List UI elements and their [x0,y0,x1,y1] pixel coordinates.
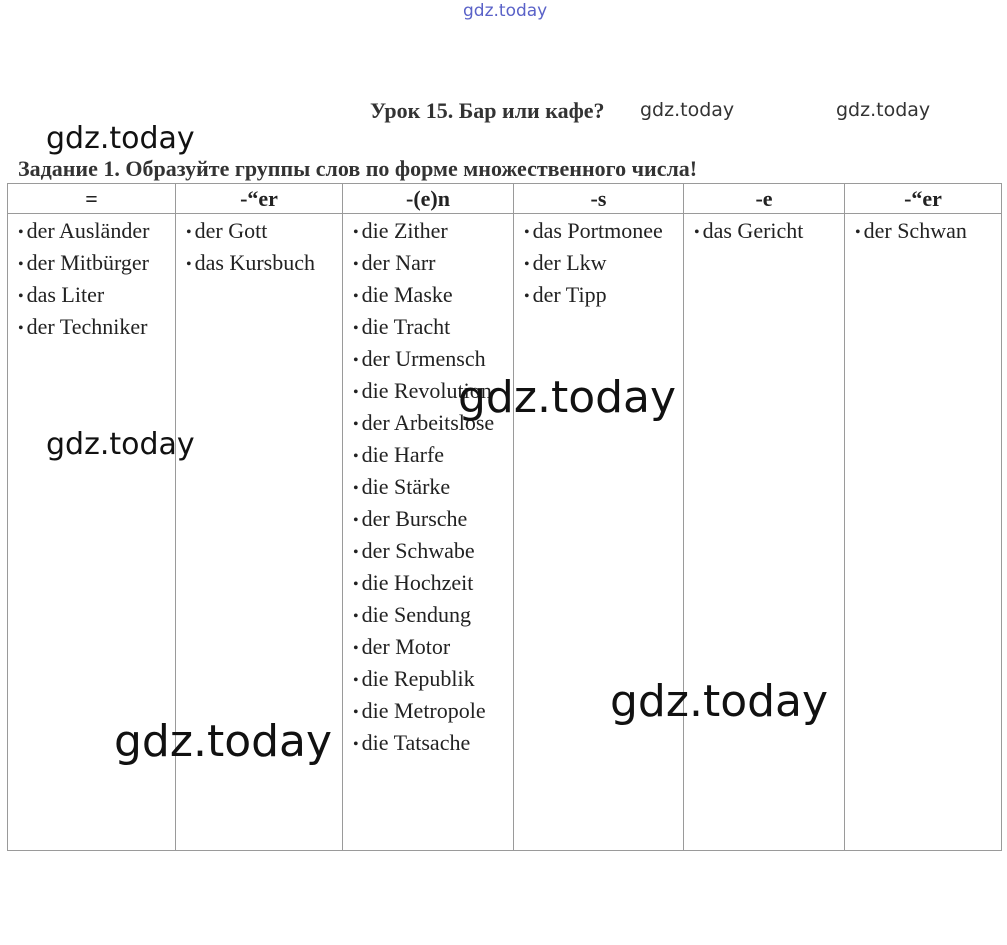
column-cell [684,214,845,851]
list-item [694,216,840,248]
bullet-icon: • [353,352,359,369]
word-text: die Revolution [361,378,492,403]
word-text: die Republik [361,666,475,691]
list-item [353,440,509,472]
word-list [694,216,840,248]
list-item [353,536,509,568]
column-header: -“er [845,184,1002,214]
bullet-icon: • [524,256,530,273]
word-text: der Schwan [863,218,967,243]
column-header: -“er [176,184,343,214]
watermark-b: gdz.today [640,99,735,121]
bullet-icon: • [353,704,359,721]
word-text: der Ausländer [26,218,150,243]
word-text: die Metropole [361,698,486,723]
bullet-icon: • [524,288,530,305]
watermark-top: gdz.today [463,1,548,21]
word-text: die Tatsache [361,730,471,755]
word-list [18,216,171,344]
word-text: die Sendung [361,602,471,627]
bullet-icon: • [524,224,530,241]
column-cell [845,214,1002,851]
word-text: die Maske [361,282,453,307]
list-item [353,280,509,312]
bullet-icon: • [353,640,359,657]
table-header-row [8,184,1002,214]
bullet-icon: • [353,480,359,497]
column-header: = [8,184,176,214]
bullet-icon: • [186,256,192,273]
word-text: der Lkw [532,250,607,275]
bullet-icon: • [353,320,359,337]
bullet-icon: • [353,416,359,433]
word-text: die Zither [361,218,448,243]
word-text: der Mitbürger [26,250,150,275]
list-item [353,600,509,632]
list-item [353,664,509,696]
word-text: der Urmensch [361,346,486,371]
column-header: -(e)n [343,184,514,214]
word-list [186,216,338,280]
list-item [524,248,679,280]
word-text: die Tracht [361,314,451,339]
bullet-icon: • [18,224,24,241]
word-list [524,216,679,312]
list-item [524,280,679,312]
word-text: der Arbeitslose [361,410,495,435]
list-item [353,504,509,536]
list-item [353,248,509,280]
bullet-icon: • [353,576,359,593]
word-text: der Narr [361,250,436,275]
word-text: die Harfe [361,442,445,467]
word-text: das Gericht [702,218,804,243]
watermark-g: gdz.today [114,716,333,767]
watermark-e: gdz.today [46,427,195,462]
list-item [353,472,509,504]
list-item [18,216,171,248]
list-item [524,216,679,248]
word-text: die Stärke [361,474,451,499]
word-text: der Tipp [532,282,607,307]
bullet-icon: • [353,384,359,401]
watermark-a: gdz.today [46,121,195,156]
list-item [18,280,171,312]
bullet-icon: • [353,288,359,305]
watermark-f: gdz.today [610,676,829,727]
column-cell [514,214,684,851]
bullet-icon: • [694,224,700,241]
word-text: der Techniker [26,314,148,339]
watermark-c: gdz.today [836,99,931,121]
bullet-icon: • [353,512,359,529]
list-item [353,568,509,600]
bullet-icon: • [18,320,24,337]
list-item [353,728,509,760]
watermark-d: gdz.today [458,372,677,423]
word-text: der Gott [194,218,268,243]
list-item [353,312,509,344]
word-text: der Schwabe [361,538,475,563]
list-item [18,248,171,280]
bullet-icon: • [18,256,24,273]
list-item [353,632,509,664]
word-list [855,216,997,248]
word-text: das Portmonee [532,218,663,243]
list-item [353,216,509,248]
list-item [186,216,338,248]
bullet-icon: • [186,224,192,241]
list-item [186,248,338,280]
list-item [18,312,171,344]
bullet-icon: • [855,224,861,241]
word-text: der Bursche [361,506,468,531]
lesson-title: Урок 15. Бар или кафе? [370,98,605,123]
task-title: Задание 1. Образуйте группы слов по форме множественного числа! [18,156,698,181]
word-text: die Hochzeit [361,570,474,595]
word-text: der Motor [361,634,451,659]
list-item [855,216,997,248]
word-list [353,216,509,760]
word-text: das Kursbuch [194,250,315,275]
bullet-icon: • [353,736,359,753]
bullet-icon: • [353,608,359,625]
bullet-icon: • [353,448,359,465]
bullet-icon: • [353,224,359,241]
word-text: das Liter [26,282,105,307]
column-cell [343,214,514,851]
list-item [353,696,509,728]
column-header: -s [514,184,684,214]
bullet-icon: • [353,256,359,273]
bullet-icon: • [18,288,24,305]
column-header: -e [684,184,845,214]
bullet-icon: • [353,672,359,689]
bullet-icon: • [353,544,359,561]
